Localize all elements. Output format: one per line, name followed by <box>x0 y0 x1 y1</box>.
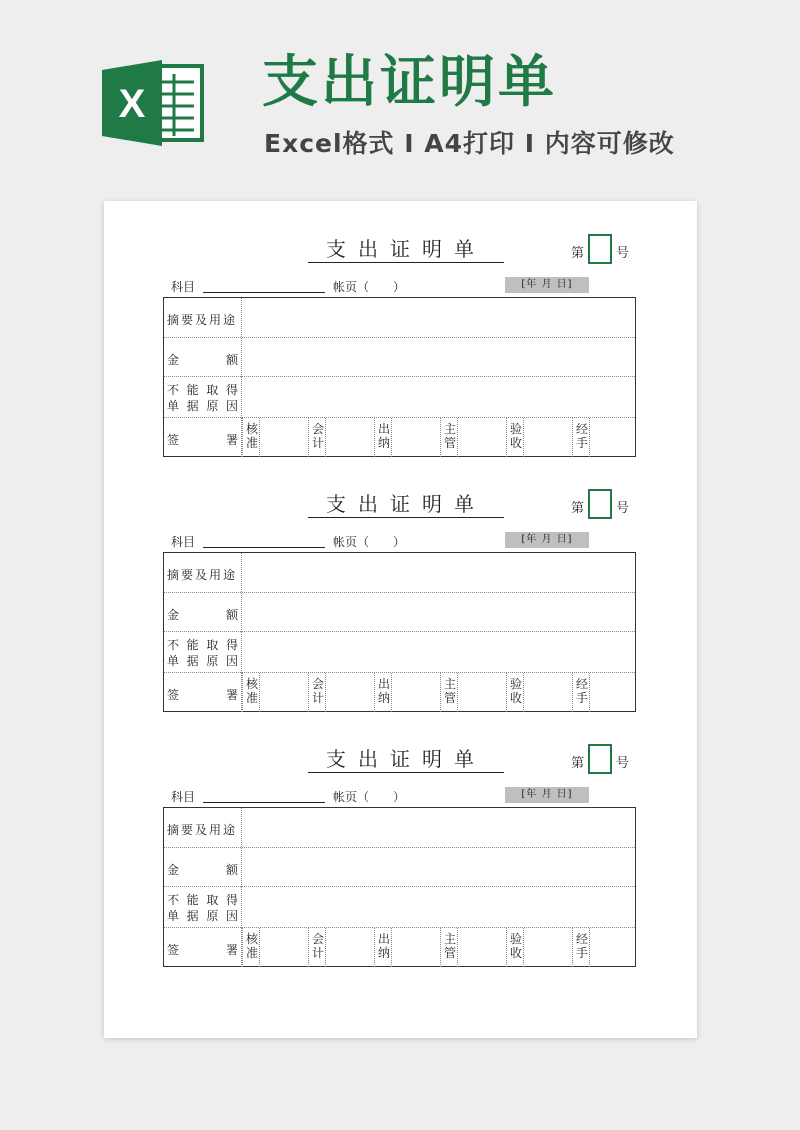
signature-row <box>164 672 635 712</box>
signature-label-cashier: 出 纳 <box>374 418 392 457</box>
voucher-number-input[interactable] <box>588 744 612 774</box>
summary-input[interactable] <box>242 298 635 337</box>
subject-label: 科目 <box>171 535 196 549</box>
reason-input[interactable] <box>242 887 635 928</box>
subject-label: 科目 <box>171 280 196 294</box>
signature-row <box>164 417 635 457</box>
reason-char: 据 <box>186 909 199 923</box>
reason-char: 因 <box>225 399 238 413</box>
amount-input[interactable] <box>242 338 635 377</box>
summary-row <box>164 808 635 847</box>
reason-char: 能 <box>186 893 199 907</box>
amount-row <box>164 592 635 632</box>
reason-char: 得 <box>225 893 238 907</box>
ledger-page-label: 帐页（ ） <box>333 280 406 294</box>
amount-label-2: 额 <box>225 608 238 622</box>
signature-label-approve: 核 准 <box>242 673 260 712</box>
signature-label-handler: 经 手 <box>572 418 590 457</box>
reason-char: 不 <box>167 893 180 907</box>
sign-label-1: 签 <box>167 433 180 447</box>
voucher-table <box>163 552 636 712</box>
amount-input[interactable] <box>242 848 635 887</box>
signature-label-accounting: 会 计 <box>308 928 326 967</box>
signature-label-supervisor: 主 管 <box>440 928 458 967</box>
reason-char: 原 <box>206 909 219 923</box>
reason-char: 取 <box>206 893 219 907</box>
signature-label-approve: 核 准 <box>242 928 260 967</box>
banner <box>0 0 800 200</box>
summary-input[interactable] <box>242 553 635 592</box>
reason-char: 单 <box>167 909 180 923</box>
reason-char: 因 <box>225 654 238 668</box>
sign-label-2: 署 <box>225 433 238 447</box>
no-receipt-reason-row <box>164 886 635 928</box>
sign-label-2: 署 <box>225 943 238 957</box>
ledger-page-label: 帐页（ ） <box>333 535 406 549</box>
voucher-title: 支出证明单 <box>308 493 504 518</box>
reason-char: 据 <box>186 654 199 668</box>
summary-row <box>164 553 635 592</box>
amount-label-2: 额 <box>225 353 238 367</box>
page-title: 支出证明单 <box>262 50 557 115</box>
summary-label: 摘要及用途 <box>167 823 238 837</box>
voucher-table <box>163 297 636 457</box>
number-prefix: 第 <box>571 501 585 516</box>
reason-char: 单 <box>167 654 180 668</box>
reason-char: 取 <box>206 383 219 397</box>
signature-label-handler: 经 手 <box>572 673 590 712</box>
signature-label-accounting: 会 计 <box>308 418 326 457</box>
ledger-page-label: 帐页（ ） <box>333 790 406 804</box>
amount-row <box>164 847 635 887</box>
subject-input[interactable] <box>203 292 325 293</box>
reason-char: 取 <box>206 638 219 652</box>
signature-label-cashier: 出 纳 <box>374 673 392 712</box>
subject-label: 科目 <box>171 790 196 804</box>
amount-input[interactable] <box>242 593 635 632</box>
sign-label-1: 签 <box>167 688 180 702</box>
voucher-number-input[interactable] <box>588 234 612 264</box>
reason-char: 不 <box>167 383 180 397</box>
number-prefix: 第 <box>571 246 585 261</box>
signature-label-accounting: 会 计 <box>308 673 326 712</box>
signature-label-approve: 核 准 <box>242 418 260 457</box>
reason-input[interactable] <box>242 632 635 673</box>
voucher-form <box>104 456 697 712</box>
sign-label-2: 署 <box>225 688 238 702</box>
amount-row <box>164 337 635 377</box>
logo-letter: X <box>118 82 146 126</box>
reason-char: 得 <box>225 383 238 397</box>
reason-char: 因 <box>225 909 238 923</box>
reason-char: 原 <box>206 654 219 668</box>
amount-label-1: 金 <box>167 863 180 877</box>
signature-label-handler: 经 手 <box>572 928 590 967</box>
signature-label-supervisor: 主 管 <box>440 418 458 457</box>
number-suffix: 号 <box>616 501 630 516</box>
number-suffix: 号 <box>616 246 630 261</box>
reason-char: 能 <box>186 383 199 397</box>
voucher-title: 支出证明单 <box>308 238 504 263</box>
no-receipt-reason-row <box>164 376 635 418</box>
number-suffix: 号 <box>616 756 630 771</box>
summary-row <box>164 298 635 337</box>
voucher-number-input[interactable] <box>588 489 612 519</box>
document-sheet <box>104 201 697 1038</box>
amount-label-1: 金 <box>167 353 180 367</box>
date-field[interactable]: [年 月 日] <box>505 277 589 293</box>
summary-label: 摘要及用途 <box>167 313 238 327</box>
subject-input[interactable] <box>203 802 325 803</box>
sign-label-1: 签 <box>167 943 180 957</box>
number-prefix: 第 <box>571 756 585 771</box>
reason-char: 不 <box>167 638 180 652</box>
amount-label-1: 金 <box>167 608 180 622</box>
date-field[interactable]: [年 月 日] <box>505 532 589 548</box>
excel-logo-icon <box>102 58 206 148</box>
reason-char: 能 <box>186 638 199 652</box>
signature-label-inspection: 验 收 <box>506 928 524 967</box>
voucher-table <box>163 807 636 967</box>
voucher-form <box>104 201 697 457</box>
signature-label-cashier: 出 纳 <box>374 928 392 967</box>
amount-label-2: 额 <box>225 863 238 877</box>
summary-input[interactable] <box>242 808 635 847</box>
signature-row <box>164 927 635 967</box>
reason-input[interactable] <box>242 377 635 418</box>
signature-label-supervisor: 主 管 <box>440 673 458 712</box>
voucher-title: 支出证明单 <box>308 748 504 773</box>
voucher-form <box>104 711 697 967</box>
reason-char: 据 <box>186 399 199 413</box>
no-receipt-reason-row <box>164 631 635 673</box>
signature-label-inspection: 验 收 <box>506 673 524 712</box>
subject-input[interactable] <box>203 547 325 548</box>
page-subtitle: Excel格式 I A4打印 I 内容可修改 <box>264 129 675 158</box>
reason-char: 单 <box>167 399 180 413</box>
signature-label-inspection: 验 收 <box>506 418 524 457</box>
reason-char: 原 <box>206 399 219 413</box>
date-field[interactable]: [年 月 日] <box>505 787 589 803</box>
reason-char: 得 <box>225 638 238 652</box>
summary-label: 摘要及用途 <box>167 568 238 582</box>
